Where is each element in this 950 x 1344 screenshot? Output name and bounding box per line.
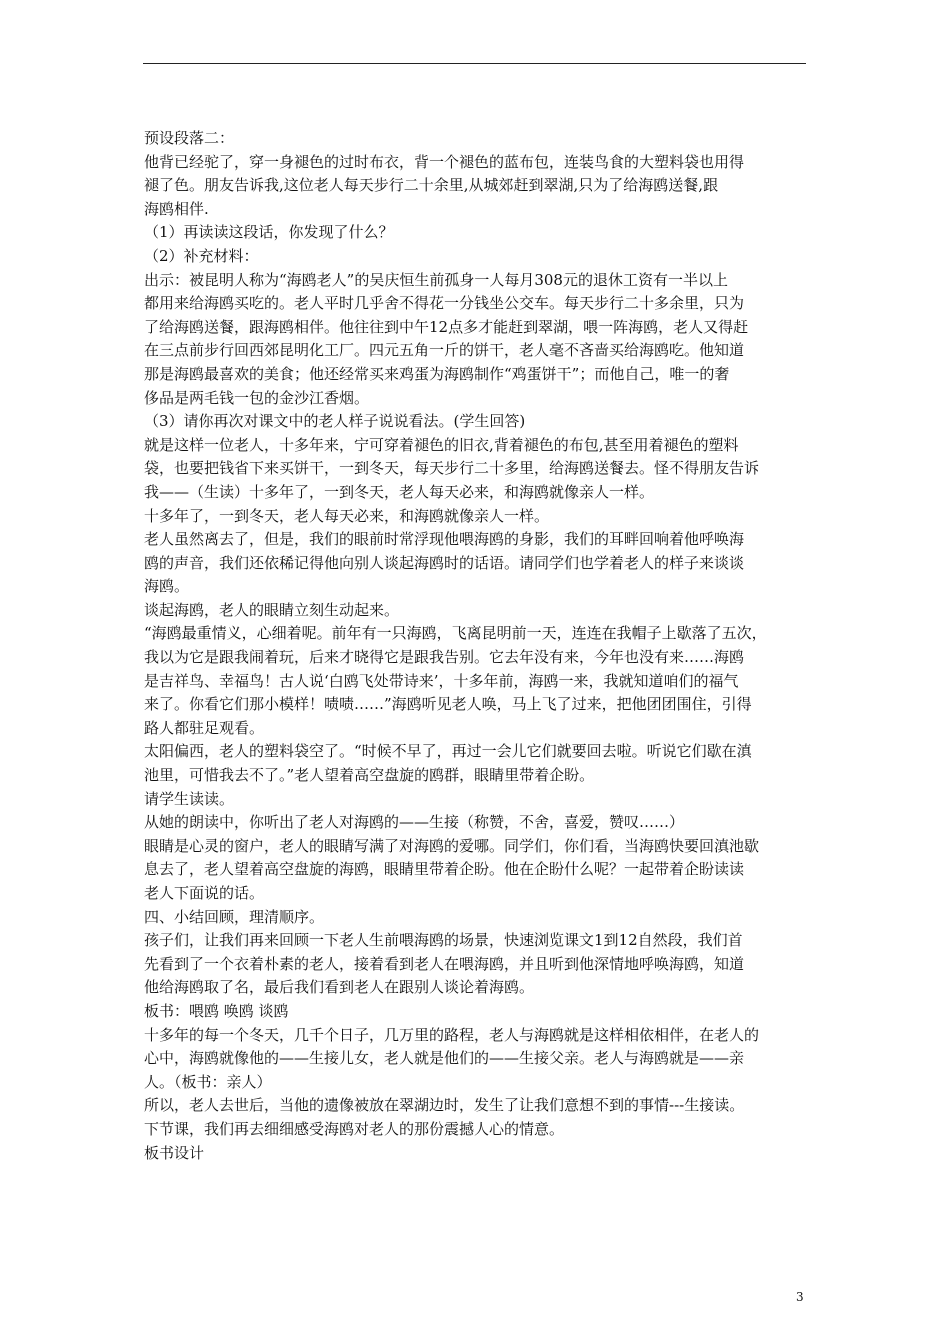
text-line: 十多年的每一个冬天，几千个日子，几万里的路程，老人与海鸥就是这样相依相伴，在老人的 bbox=[144, 1025, 760, 1044]
text-line: 来了。你看它们那小模样！啧啧……”海鸥听见老人唤，马上飞了过来，把他团团围住，引得 bbox=[144, 695, 752, 714]
text-line: 袋，也要把钱省下来买饼干，一到冬天，每天步行二十多里，给海鸥送餐去。怪不得朋友告诉 bbox=[144, 459, 760, 478]
text-line: 就是这样一位老人，十多年来，宁可穿着褪色的旧衣,背着褪色的布包,甚至用着褪色的塑料 bbox=[144, 435, 739, 454]
text-line: 所以，老人去世后，当他的遗像被放在翠湖边时，发生了让我们意想不到的事情---生接读。 bbox=[144, 1096, 745, 1115]
text-line: （1）再读读这段话，你发现了什么？ bbox=[144, 223, 394, 242]
text-line: 出示：被昆明人称为“海鸥老人”的吴庆恒生前孤身一人每月308元的退休工资有一半以上 bbox=[144, 270, 728, 289]
text-line: 板书设计 bbox=[144, 1143, 205, 1162]
text-line: 海鸥相伴. bbox=[144, 199, 209, 218]
text-line: 海鸥。 bbox=[144, 577, 190, 596]
text-line: 我以为它是跟我闹着玩，后来才晓得它是跟我告别。它去年没有来，今年也没有来……海鸥 bbox=[144, 648, 745, 667]
text-line: 人。（板书：亲人） bbox=[144, 1072, 272, 1091]
text-line: 是吉祥鸟、幸福鸟！古人说‘白鸥飞处带诗来’，十多年前，海鸥一来，我就知道咱们的福气 bbox=[144, 671, 739, 690]
text-line: 先看到了一个衣着朴素的老人，接着看到老人在喂海鸥，并且听到他深情地呼唤海鸥，知道 bbox=[144, 954, 745, 973]
text-line: 那是海鸥最喜欢的美食；他还经常买来鸡蛋为海鸥制作“鸡蛋饼干”；而他自己，唯一的奢 bbox=[144, 364, 730, 383]
text-line: （2）补充材料： bbox=[144, 246, 259, 265]
text-line: 在三点前步行回西郊昆明化工厂。四元五角一斤的饼干，老人毫不吝啬买给海鸥吃。他知道 bbox=[144, 341, 745, 360]
document-body bbox=[144, 127, 809, 1165]
page-number: 3 bbox=[796, 1290, 804, 1304]
text-line: 四、小结回顾，理清顺序。 bbox=[144, 907, 325, 926]
text-line: “海鸥最重情义，心细着呢。前年有一只海鸥，飞离昆明前一天，连连在我帽子上歇落了五次， bbox=[144, 624, 767, 643]
text-line: 预设段落二： bbox=[144, 129, 235, 147]
text-line: 我——（生读）十多年了，一到冬天，老人每天必来，和海鸥就像亲人一样。 bbox=[144, 482, 655, 501]
text-line: 侈品是两毛钱一包的金沙江香烟。 bbox=[144, 388, 370, 407]
text-line: 了给海鸥送餐，跟海鸥相伴。他往往到中午12点多才能赶到翠湖，喂一阵海鸥，老人又得赶 bbox=[144, 317, 749, 336]
text-line: 他给海鸥取了名，最后我们看到老人在跟别人谈论着海鸥。 bbox=[144, 978, 535, 997]
text-line: 褪了色。朋友告诉我,这位老人每天步行二十余里,从城郊赶到翠湖,只为了给海鸥送餐,跟 bbox=[144, 176, 719, 195]
text-line: 从她的朗读中，你听出了老人对海鸥的——生接（称赞，不舍，喜爱，赞叹……） bbox=[144, 813, 685, 832]
text-line: 都用来给海鸥买吃的。老人平时几乎舍不得花一分钱坐公交车。每天步行二十多余里，只为 bbox=[144, 294, 745, 313]
text-line: 请学生读读。 bbox=[144, 789, 235, 808]
text-line: 十多年了，一到冬天，老人每天必来，和海鸥就像亲人一样。 bbox=[144, 506, 550, 525]
text-line: 孩子们，让我们再来回顾一下老人生前喂海鸥的场景，快速浏览课文1到12自然段，我们首 bbox=[144, 931, 743, 950]
text-line: 老人下面说的话。 bbox=[144, 884, 265, 902]
text-line: 池里，可惜我去不了。”老人望着高空盘旋的鸥群，眼睛里带着企盼。 bbox=[144, 766, 595, 785]
text-line: 心中，海鸥就像他的——生接儿女，老人就是他们的——生接父亲。老人与海鸥就是——亲 bbox=[144, 1049, 745, 1068]
text-line: 老人虽然离去了，但是，我们的眼前时常浮现他喂海鸥的身影，我们的耳畔回响着他呼唤海 bbox=[144, 530, 745, 549]
text-line: 太阳偏西，老人的塑料袋空了。“时候不早了，再过一会儿它们就要回去啦。听说它们歇在滇 bbox=[144, 742, 752, 761]
text-line: 鸥的声音，我们还依稀记得他向别人谈起海鸥时的话语。请同学们也学着老人的样子来谈谈 bbox=[144, 553, 745, 572]
header-rule bbox=[143, 63, 806, 64]
text-line: 下节课，我们再去细细感受海鸥对老人的那份震撼人心的情意。 bbox=[144, 1119, 565, 1138]
text-line: 眼睛是心灵的窗户，老人的眼睛写满了对海鸥的爱哪。同学们，你们看，当海鸥快要回滇池歇 bbox=[144, 836, 760, 855]
text-line: 路人都驻足观看。 bbox=[144, 718, 265, 737]
text-line: 谈起海鸥，老人的眼睛立刻生动起来。 bbox=[144, 600, 400, 619]
text-line: 他背已经驼了，穿一身褪色的过时布衣，背一个褪色的蓝布包，连装鸟食的大塑料袋也用得 bbox=[144, 152, 745, 171]
text-line: 板书：喂鸥 唤鸥 谈鸥 bbox=[144, 1001, 289, 1020]
text-line: 息去了，老人望着高空盘旋的海鸥，眼睛里带着企盼。他在企盼什么呢？一起带着企盼读读 bbox=[144, 860, 745, 879]
text-line: （3）请你再次对课文中的老人样子说说看法。(学生回答) bbox=[144, 412, 526, 431]
